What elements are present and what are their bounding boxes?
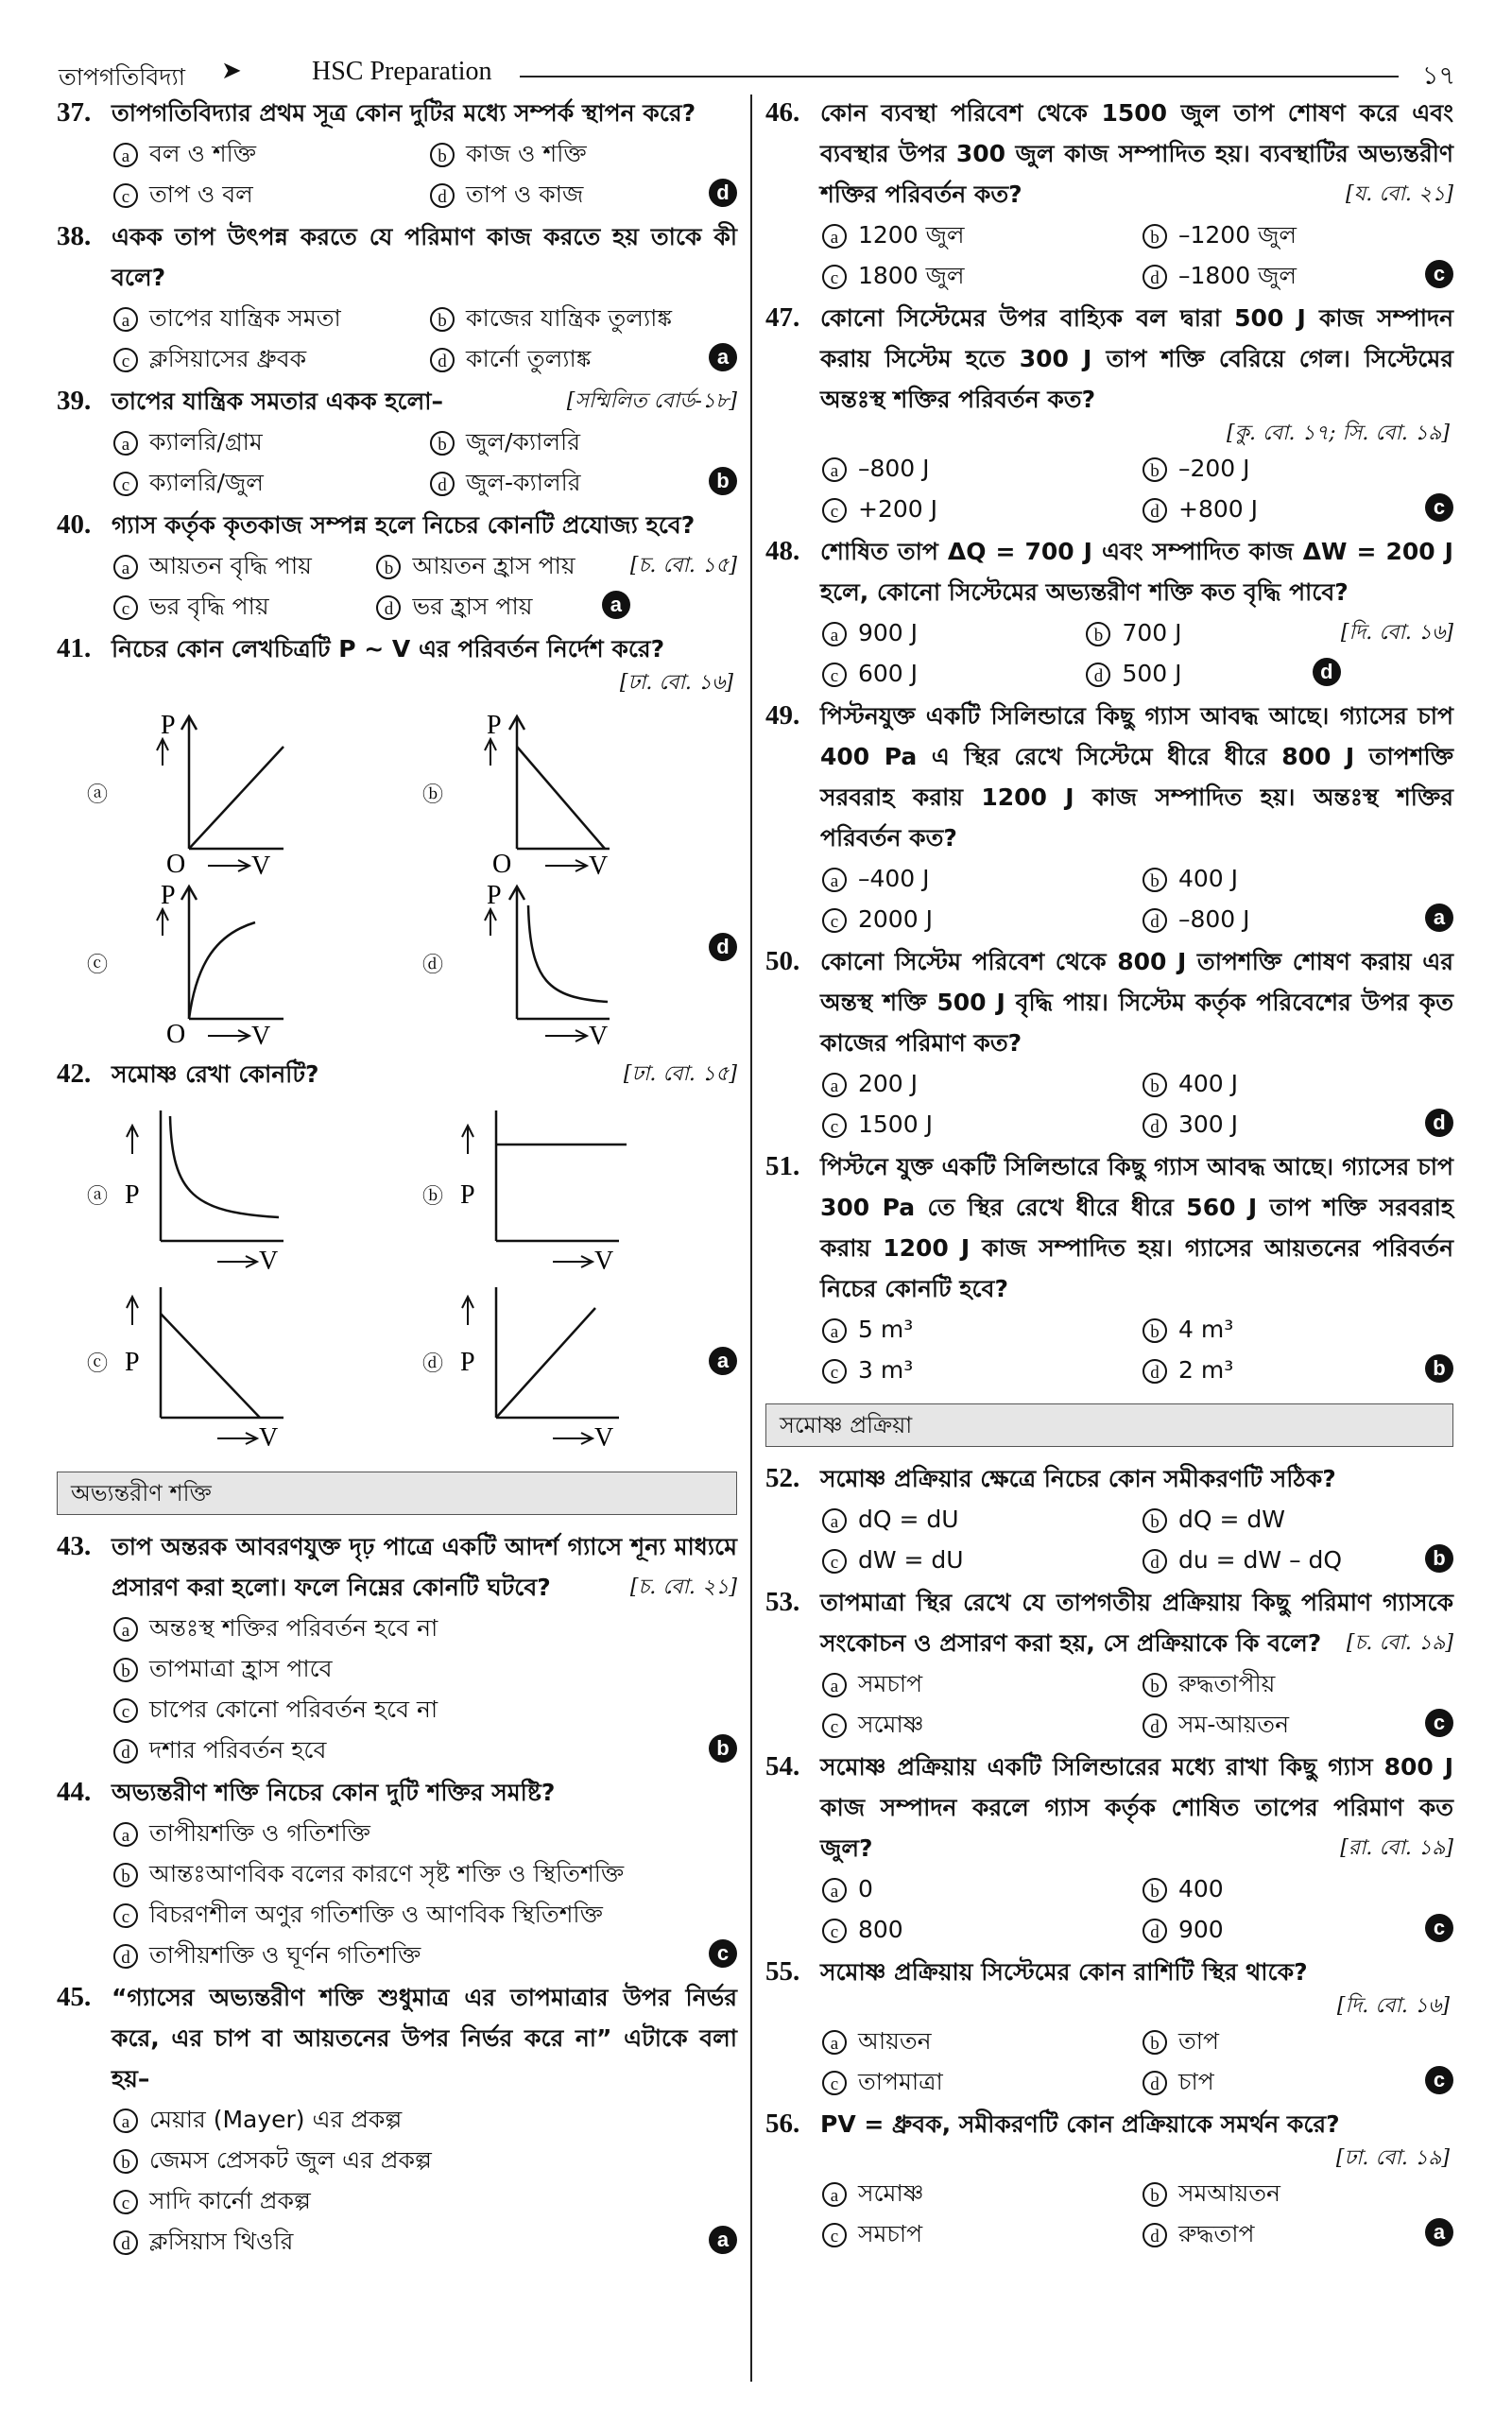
option-b: b জুল/ক্যালরি [430, 422, 737, 462]
source-tag: [রা. বো. ১৯] [1340, 1836, 1453, 1860]
question-text: তাপগতিবিদ্যার প্রথম সূত্র কোন দুটির মধ্যে সম্পর্ক স্থাপন করে? [112, 99, 696, 127]
option-b: b জেমস প্রেসকট জুল এর প্রকল্প [113, 2140, 737, 2180]
left-column [57, 93, 737, 2264]
answer-badge: d [1425, 1109, 1453, 1137]
svg-text:V: V [594, 1423, 614, 1446]
graph-d-hyperbola [411, 877, 695, 1047]
graph-b-horizontal [411, 1099, 695, 1269]
question-text: একক তাপ উৎপন্ন করতে যে পরিমাণ কাজ করতে হয় তাকে কী বলে? [112, 223, 737, 291]
source-tag: [দি. বো. ১৬] [1340, 621, 1453, 645]
option-c: c সমচাপ [822, 2213, 1133, 2254]
question-text: তাপের যান্ত্রিক সমতার একক হলো– [112, 387, 443, 415]
option-d: d –800 J [1143, 899, 1453, 939]
header-title: HSC Preparation [312, 57, 492, 86]
question-38: 38. একক তাপ উৎপন্ন করতে যে পরিমাণ কাজ করতে হয় তাকে কী বলে? a তাপের যান্ত্রিক সমতা b কাজের যান্ত্রিক তুল্যাঙ্ক c ক্লসিয়াসের ধ্রুবক d কার্নো তুল্যাঙ্ক a [57, 216, 737, 379]
question-text: তাপমাত্রা স্থির রেখে যে তাপগতীয় প্রক্রিয়ায় কিছু পরিমাণ গ্যাসকে সংকোচন ও প্রসারণ করা হয়, সে প্রক্রিয়াকে কি বলে? [820, 1589, 1453, 1657]
option-b: b 400 [1143, 1868, 1453, 1909]
option-c: c ক্লসিয়াসের ধ্রুবক [113, 338, 421, 379]
svg-text:P: P [161, 711, 176, 740]
question-text: শোষিত তাপ ΔQ = 700 J এবং সম্পাদিত কাজ ΔW = 200 J হলে, কোনো সিস্টেমের অভ্যন্তরীণ শক্তি কত বৃদ্ধি পাবে? [820, 538, 1453, 606]
svg-text:P: P [161, 881, 176, 910]
option-b: b 400 J [1143, 1063, 1453, 1104]
option-c: c 1800 জুল [822, 255, 1133, 296]
question-39: 39. তাপের যান্ত্রিক সমতার একক হলো– [সম্মিলিত বোর্ড-১৮] a ক্যালরি/গ্রাম b জুল/ক্যালরি c ক্যালরি/জুল d জুল-ক্যালরি b [57, 381, 737, 503]
option-marker-icon: d [430, 183, 455, 208]
question-text: অভ্যন্তরীণ শক্তি নিচের কোন দুটি শক্তির সমষ্টি? [112, 1779, 556, 1806]
question-50: 50. কোনো সিস্টেম পরিবেশ থেকে 800 J তাপশক্তি শোষণ করায় এর অন্তস্থ শক্তি 500 J বৃদ্ধি পায়। সিস্টেম কর্তৃক পরিবেশের উপর কৃত কাজের পরিমাণ কত? a 200 J b 400 J c 1500 J d 300 J d [765, 941, 1453, 1145]
graph-c-decreasing [76, 1276, 359, 1446]
option-c: c ক্যালরি/জুল [113, 462, 421, 503]
graph-c-concave-increasing [76, 877, 359, 1047]
svg-text:P: P [125, 1348, 140, 1377]
section-heading-isothermal: সমোষ্ণ প্রক্রিয়া [765, 1403, 1453, 1447]
svg-text:V: V [259, 1247, 279, 1269]
section-heading-internal-energy: অভ্যন্তরীণ শক্তি [57, 1472, 737, 1515]
svg-text:ⓑ: ⓑ [422, 1184, 444, 1208]
answer-badge: d [709, 933, 737, 961]
source-tag: [চ. বো. ১৯] [1346, 1631, 1453, 1655]
option-d: d +800 J [1143, 489, 1453, 529]
question-48: 48. শোষিত তাপ ΔQ = 700 J এবং সম্পাদিত কাজ ΔW = 200 J হলে, কোনো সিস্টেমের অভ্যন্তরীণ শক্তি কত বৃদ্ধি পাবে? [দি. বো. ১৬] a 900 J b 700 J c 600 J d 500 J d [765, 531, 1453, 694]
option-a: a –800 J [822, 448, 1133, 489]
question-44: 44. অভ্যন্তরীণ শক্তি নিচের কোন দুটি শক্তির সমষ্টি? a তাপীয়শক্তি ও গতিশক্তি b আন্তঃআণবিক বলের কারণে সৃষ্ট শক্তি ও স্থিতিশক্তি c বিচরণশীল অণুর গতিশক্তি ও আণবিক স্থিতিশক্তি d তাপীয়শক্তি ও ঘূর্ণন গতিশক্তি c [57, 1772, 737, 1975]
question-text: কোন ব্যবস্থা পরিবেশ থেকে 1500 জুল তাপ শোষণ করে এবং ব্যবস্থার উপর 300 জুল কাজ সম্পাদিত হয়। ব্যবস্থাটির অভ্যন্তরীণ শক্তির পরিবর্তন কত? [820, 99, 1453, 208]
answer-badge: b [709, 467, 737, 495]
svg-text:ⓑ: ⓑ [422, 783, 444, 806]
question-43: 43. তাপ অন্তরক আবরণযুক্ত দৃঢ় পাত্রে একটি আদর্শ গ্যাসে শূন্য মাধ্যমে প্রসারণ করা হলো। ফলে নিম্নের কোনটি ঘটবে? [চ. বো. ২১] a অন্তঃস্থ শক্তির পরিবর্তন হবে না b তাপমাত্রা হ্রাস পাবে c চাপের কোনো পরিবর্তন হবে না d দশার পরিবর্তন হবে b [57, 1526, 737, 1770]
question-37 [57, 93, 737, 215]
answer-badge: b [1425, 1544, 1453, 1573]
option-b: b dQ = dW [1143, 1499, 1453, 1540]
svg-text:O: O [166, 1020, 186, 1047]
svg-text:ⓐ: ⓐ [87, 1184, 109, 1208]
svg-text:P: P [460, 1180, 475, 1210]
answer-badge: c [1425, 260, 1453, 288]
option-a: a অন্তঃস্থ শক্তির পরিবর্তন হবে না [113, 1608, 737, 1648]
option-a: a dQ = dU [822, 1499, 1133, 1540]
option-d: d du = dW – dQ [1143, 1540, 1453, 1580]
source-tag: [য. বো. ২১] [1346, 182, 1453, 206]
answer-badge: d [1313, 658, 1341, 686]
option-b: b –200 J [1143, 448, 1453, 489]
question-55: 55. সমোষ্ণ প্রক্রিয়ায় সিস্টেমের কোন রাশিটি স্থির থাকে? [দি. বো. ১৬] a আয়তন b তাপ c তাপমাত্রা d চাপ c [765, 1952, 1453, 2102]
option-a: a 5 m³ [822, 1309, 1133, 1350]
answer-badge: b [1425, 1354, 1453, 1383]
option-d: d 300 J [1143, 1104, 1453, 1145]
answer-badge: c [709, 1939, 737, 1968]
option-c: c তাপমাত্রা [822, 2061, 1133, 2102]
option-marker-icon: b [430, 143, 455, 167]
svg-text:V: V [251, 1022, 271, 1047]
svg-text:V: V [251, 852, 271, 877]
option-d: d 500 J [1086, 653, 1340, 694]
answer-badge: a [709, 1347, 737, 1375]
option-a: a ক্যালরি/গ্রাম [113, 422, 421, 462]
option-a: a তাপের যান্ত্রিক সমতা [113, 298, 421, 338]
option-b: b আন্তঃআণবিক বলের কারণে সৃষ্ট শক্তি ও স্থিতিশক্তি [113, 1853, 737, 1894]
option-a: a 1200 জুল [822, 215, 1133, 255]
option-marker-icon: ⓐ [87, 783, 109, 806]
option-b: b সমআয়তন [1143, 2173, 1453, 2213]
question-47: 47. কোনো সিস্টেমের উপর বাহ্যিক বল দ্বারা 500 J কাজ সম্পাদন করায় সিস্টেম হতে 300 J তাপ শক্তি বেরিয়ে গেল। সিস্টেমের অন্তঃস্থ শক্তির পরিবর্তন কত? [কু. বো. ১৭; সি. বো. ১৯] a –800 J b –200 J c +200 J d +800 J c [765, 298, 1453, 529]
question-text: পিস্টনযুক্ত একটি সিলিন্ডারে কিছু গ্যাস আবদ্ধ আছে। গ্যাসের চাপ 400 Pa এ স্থির রেখে সিস্টেমে ধীরে ধীরে 800 J তাপশক্তি সরবরাহ করায় 1200 J কাজ সম্পাদিত হয়। অন্তঃস্থ শক্তির পরিবর্তন কত? [820, 702, 1453, 852]
option-a: a 900 J [822, 612, 1076, 653]
option-a: a সমোষ্ণ [822, 2173, 1133, 2213]
option-a: a –400 J [822, 858, 1133, 899]
chapter-subject: তাপগতিবিদ্যা [59, 63, 185, 91]
svg-text:V: V [589, 1022, 609, 1047]
question-number: 37. [57, 97, 92, 128]
option-b: b কাজের যান্ত্রিক তুল্যাঙ্ক [430, 298, 737, 338]
question-text: সমোষ্ণ প্রক্রিয়ার ক্ষেত্রে নিচের কোন সমীকরণটি সঠিক? [820, 1465, 1336, 1492]
option-c: c 3 m³ [822, 1350, 1133, 1390]
graph-a-straight-increasing [76, 707, 359, 877]
option-d: d 900 [1143, 1909, 1453, 1950]
question-42: 42. সমোষ্ণ রেখা কোনটি? [ঢা. বো. ১৫] ⓐ P V ⓑ P V ⓒ P V ⓓ P V a [57, 1054, 737, 1458]
question-text: PV = ধ্রুবক, সমীকরণটি কোন প্রক্রিয়াকে সমর্থন করে? [820, 2110, 1340, 2138]
option-b: b রুদ্ধতাপীয় [1143, 1663, 1453, 1704]
option-d: d দশার পরিবর্তন হবে [113, 1730, 737, 1770]
svg-text:P: P [487, 711, 502, 740]
question-text: পিস্টনে যুক্ত একটি সিলিন্ডারে কিছু গ্যাস আবদ্ধ আছে। গ্যাসের চাপ 300 Pa তে স্থির রেখে ধীরে ধীরে 560 J তাপ শক্তি সরবরাহ করায় 1200 J কাজ সম্পাদিত হয়। গ্যাসের আয়তনের পরিবর্তন নিচের কোনটি হবে? [820, 1153, 1453, 1302]
option-c: c 2000 J [822, 899, 1133, 939]
option-b: b –1200 জুল [1143, 215, 1453, 255]
svg-text:V: V [594, 1247, 614, 1269]
source-tag: [সম্মিলিত বোর্ড-১৮] [566, 389, 737, 413]
question-53: 53. তাপমাত্রা স্থির রেখে যে তাপগতীয় প্রক্রিয়ায় কিছু পরিমাণ গ্যাসকে সংকোচন ও প্রসারণ করা হয়, সে প্রক্রিয়াকে কি বলে? [চ. বো. ১৯] a সমচাপ b রুদ্ধতাপীয় c সমোষ্ণ d সম-আয়তন c [765, 1582, 1453, 1745]
answer-badge: c [1425, 1709, 1453, 1737]
answer-badge: a [602, 591, 630, 619]
question-41: 41. নিচের কোন লেখচিত্রটি P ~ V এর পরিবর্তন নির্দেশ করে? [ঢা. বো. ১৬] ⓐ P O V ⓑ P O V ⓒ P O V ⓓ P V d [57, 628, 737, 1052]
graph-a-hyperbola [76, 1099, 359, 1269]
option-a: a আয়তন [822, 2021, 1133, 2061]
pv-graphs-41 [57, 697, 737, 1052]
option-b: b 700 J [1086, 612, 1340, 653]
header-arrow-icon: ➤ [221, 57, 242, 85]
question-text: কোনো সিস্টেমের উপর বাহ্যিক বল দ্বারা 500 J কাজ সম্পাদন করায় সিস্টেম হতে 300 J তাপ শক্তি বেরিয়ে গেল। সিস্টেমের অন্তঃস্থ শক্তির পরিবর্তন কত? [820, 304, 1453, 413]
answer-badge: a [709, 2226, 737, 2254]
question-text: কোনো সিস্টেম পরিবেশ থেকে 800 J তাপশক্তি শোষণ করায় এর অন্তস্থ শক্তি 500 J বৃদ্ধি পায়। সিস্টেম কর্তৃক পরিবেশের উপর কৃত কাজের পরিমাণ কত? [820, 948, 1453, 1057]
option-b: b 400 J [1143, 858, 1453, 899]
svg-text:ⓒ: ⓒ [87, 1351, 109, 1375]
option-d: d ভর হ্রাস পায় [376, 586, 629, 627]
option-d: d 2 m³ [1143, 1350, 1453, 1390]
option-a: a 200 J [822, 1063, 1133, 1104]
option-c: c ভর বৃদ্ধি পায় [113, 586, 367, 627]
option-d: d ক্লসিয়াস থিওরি [113, 2221, 737, 2262]
option-marker-icon: a [113, 143, 138, 167]
answer-badge: a [1425, 2218, 1453, 2246]
question-56: 56. PV = ধ্রুবক, সমীকরণটি কোন প্রক্রিয়াকে সমর্থন করে? [ঢা. বো. ১৯] a সমোষ্ণ b সমআয়তন c সমচাপ d রুদ্ধতাপ a [765, 2104, 1453, 2254]
option-a: a আয়তন বৃদ্ধি পায় [113, 545, 367, 586]
svg-text:O: O [166, 850, 186, 877]
header-rule [520, 76, 1399, 77]
option-d: d সম-আয়তন [1143, 1704, 1453, 1745]
option-c: c +200 J [822, 489, 1133, 529]
question-54: 54. সমোষ্ণ প্রক্রিয়ায় একটি সিলিন্ডারের মধ্যে রাখা কিছু গ্যাস 800 J কাজ সম্পাদন করলে গ্যাস কর্তৃক শোষিত তাপের পরিমাণ কত জুল? [রা. বো. ১৯] a 0 b 400 c 800 d 900 c [765, 1747, 1453, 1950]
option-d: d চাপ [1143, 2061, 1453, 2102]
option-marker-icon: c [113, 183, 138, 208]
answer-badge: b [709, 1734, 737, 1763]
question-text: তাপ অন্তরক আবরণযুক্ত দৃঢ় পাত্রে একটি আদর্শ গ্যাসে শূন্য মাধ্যমে প্রসারণ করা হলো। ফলে নিম্নের কোনটি ঘটবে? [112, 1533, 737, 1601]
option-a: a মেয়ার (Mayer) এর প্রকল্প [113, 2099, 737, 2140]
question-40: 40. গ্যাস কর্তৃক কৃতকাজ সম্পন্ন হলে নিচের কোনটি প্রযোজ্য হবে? [চ. বো. ১৫] a আয়তন বৃদ্ধি পায় b আয়তন হ্রাস পায় c ভর বৃদ্ধি পায় d ভর হ্রাস পায় a [57, 505, 737, 627]
svg-text:O: O [492, 850, 512, 877]
source-tag: [কু. বো. ১৭; সি. বো. ১৯] [1227, 422, 1450, 445]
page-number: ১৭ [1421, 61, 1455, 91]
option-c: c 1500 J [822, 1104, 1133, 1145]
svg-text:ⓓ: ⓓ [422, 953, 444, 976]
answer-badge: c [1425, 1914, 1453, 1942]
svg-text:V: V [589, 852, 609, 877]
option-c: c চাপের কোনো পরিবর্তন হবে না [113, 1689, 737, 1730]
svg-text:P: P [125, 1180, 140, 1210]
svg-text:P: P [487, 881, 502, 910]
source-tag: [চ. বো. ১৫] [629, 554, 737, 577]
option-a: a তাপীয়শক্তি ও গতিশক্তি [113, 1813, 737, 1853]
answer-badge: a [1425, 904, 1453, 932]
option-a: a সমচাপ [822, 1663, 1133, 1704]
option-b: b 4 m³ [1143, 1309, 1453, 1350]
option-c: c 600 J [822, 653, 1076, 694]
option-a: a বল ও শক্তি [113, 133, 421, 174]
svg-text:ⓒ: ⓒ [87, 953, 109, 976]
source-tag: [দি. বো. ১৬] [1336, 1994, 1450, 2018]
option-b: b আয়তন হ্রাস পায় [376, 545, 629, 586]
option-b: b কাজ ও শক্তি [430, 133, 737, 174]
option-c: c তাপ ও বল [113, 174, 421, 215]
option-c: c 800 [822, 1909, 1133, 1950]
question-46: 46. কোন ব্যবস্থা পরিবেশ থেকে 1500 জুল তাপ শোষণ করে এবং ব্যবস্থার উপর 300 জুল কাজ সম্পাদিত হয়। ব্যবস্থাটির অভ্যন্তরীণ শক্তির পরিবর্তন কত? [য. বো. ২১] a 1200 জুল b –1200 জুল c 1800 জুল d –1800 জুল c [765, 93, 1453, 296]
option-d: d তাপীয়শক্তি ও ঘূর্ণন গতিশক্তি [113, 1935, 737, 1975]
option-c: c সাদি কার্নো প্রকল্প [113, 2180, 737, 2221]
question-51: 51. পিস্টনে যুক্ত একটি সিলিন্ডারে কিছু গ্যাস আবদ্ধ আছে। গ্যাসের চাপ 300 Pa তে স্থির রেখে ধীরে ধীরে 560 J তাপ শক্তি সরবরাহ করায় 1200 J কাজ সম্পাদিত হয়। গ্যাসের আয়তনের পরিবর্তন নিচের কোনটি হবে? a 5 m³ b 4 m³ c 3 m³ d 2 m³ b [765, 1146, 1453, 1390]
source-tag: [ঢা. বো. ১৫] [623, 1062, 737, 1086]
question-text: নিচের কোন লেখচিত্রটি P ~ V এর পরিবর্তন নির্দেশ করে? [112, 635, 665, 663]
option-d: d তাপ ও কাজ [430, 174, 737, 215]
option-d: d রুদ্ধতাপ [1143, 2213, 1453, 2254]
question-text: গ্যাস কর্তৃক কৃতকাজ সম্পন্ন হলে নিচের কোনটি প্রযোজ্য হবে? [112, 511, 696, 539]
answer-badge: d [709, 179, 737, 207]
question-text: সমোষ্ণ রেখা কোনটি? [112, 1060, 319, 1088]
question-52: 52. সমোষ্ণ প্রক্রিয়ার ক্ষেত্রে নিচের কোন সমীকরণটি সঠিক? a dQ = dU b dQ = dW c dW = dU d du = dW – dQ b [765, 1458, 1453, 1580]
option-c: c বিচরণশীল অণুর গতিশক্তি ও আণবিক স্থিতিশক্তি [113, 1894, 737, 1935]
svg-text:V: V [259, 1423, 279, 1446]
option-d: d কার্নো তুল্যাঙ্ক [430, 338, 737, 379]
option-a: a 0 [822, 1868, 1133, 1909]
column-divider [750, 95, 752, 2382]
right-column [765, 93, 1453, 2256]
page-header [59, 55, 1455, 95]
answer-badge: a [709, 343, 737, 371]
option-b: b তাপমাত্রা হ্রাস পাবে [113, 1648, 737, 1689]
svg-text:P: P [460, 1348, 475, 1377]
question-45: 45. “গ্যাসের অভ্যন্তরীণ শক্তি শুধুমাত্র এর তাপমাত্রার উপর নির্ভর করে, এর চাপ বা আয়তনের উপর নির্ভর করে না” এটাকে বলা হয়– a মেয়ার (Mayer) এর প্রকল্প b জেমস প্রেসকট জুল এর প্রকল্প c সাদি কার্নো প্রকল্প d ক্লসিয়াস থিওরি a [57, 1977, 737, 2262]
question-text: সমোষ্ণ প্রক্রিয়ায় একটি সিলিন্ডারের মধ্যে রাখা কিছু গ্যাস 800 J কাজ সম্পাদন করলে গ্যাস কর্তৃক শোষিত তাপের পরিমাণ কত জুল? [820, 1753, 1453, 1862]
option-c: c dW = dU [822, 1540, 1133, 1580]
graph-d-increasing [411, 1276, 695, 1446]
graph-b-straight-decreasing [411, 707, 695, 877]
svg-text:ⓓ: ⓓ [422, 1351, 444, 1375]
source-tag: [ঢা. বো. ১৯] [1335, 2146, 1450, 2170]
option-c: c সমোষ্ণ [822, 1704, 1133, 1745]
question-text: “গ্যাসের অভ্যন্তরীণ শক্তি শুধুমাত্র এর তাপমাত্রার উপর নির্ভর করে, এর চাপ বা আয়তনের উপর নির্ভর করে না” এটাকে বলা হয়– [112, 1984, 737, 2092]
option-b: b তাপ [1143, 2021, 1453, 2061]
question-text: সমোষ্ণ প্রক্রিয়ায় সিস্টেমের কোন রাশিটি স্থির থাকে? [820, 1958, 1308, 1986]
isotherm-graphs-42 [57, 1094, 737, 1458]
question-49: 49. পিস্টনযুক্ত একটি সিলিন্ডারে কিছু গ্যাস আবদ্ধ আছে। গ্যাসের চাপ 400 Pa এ স্থির রেখে সিস্টেমে ধীরে ধীরে 800 J তাপশক্তি সরবরাহ করায় 1200 J কাজ সম্পাদিত হয়। অন্তঃস্থ শক্তির পরিবর্তন কত? a –400 J b 400 J c 2000 J d –800 J a [765, 696, 1453, 939]
answer-badge: c [1425, 2066, 1453, 2094]
option-d: d জুল-ক্যালরি [430, 462, 737, 503]
source-tag: [ঢা. বো. ১৬] [619, 671, 733, 695]
answer-badge: c [1425, 493, 1453, 522]
source-tag: [চ. বো. ২১] [629, 1575, 737, 1599]
option-d: d –1800 জুল [1143, 255, 1453, 296]
